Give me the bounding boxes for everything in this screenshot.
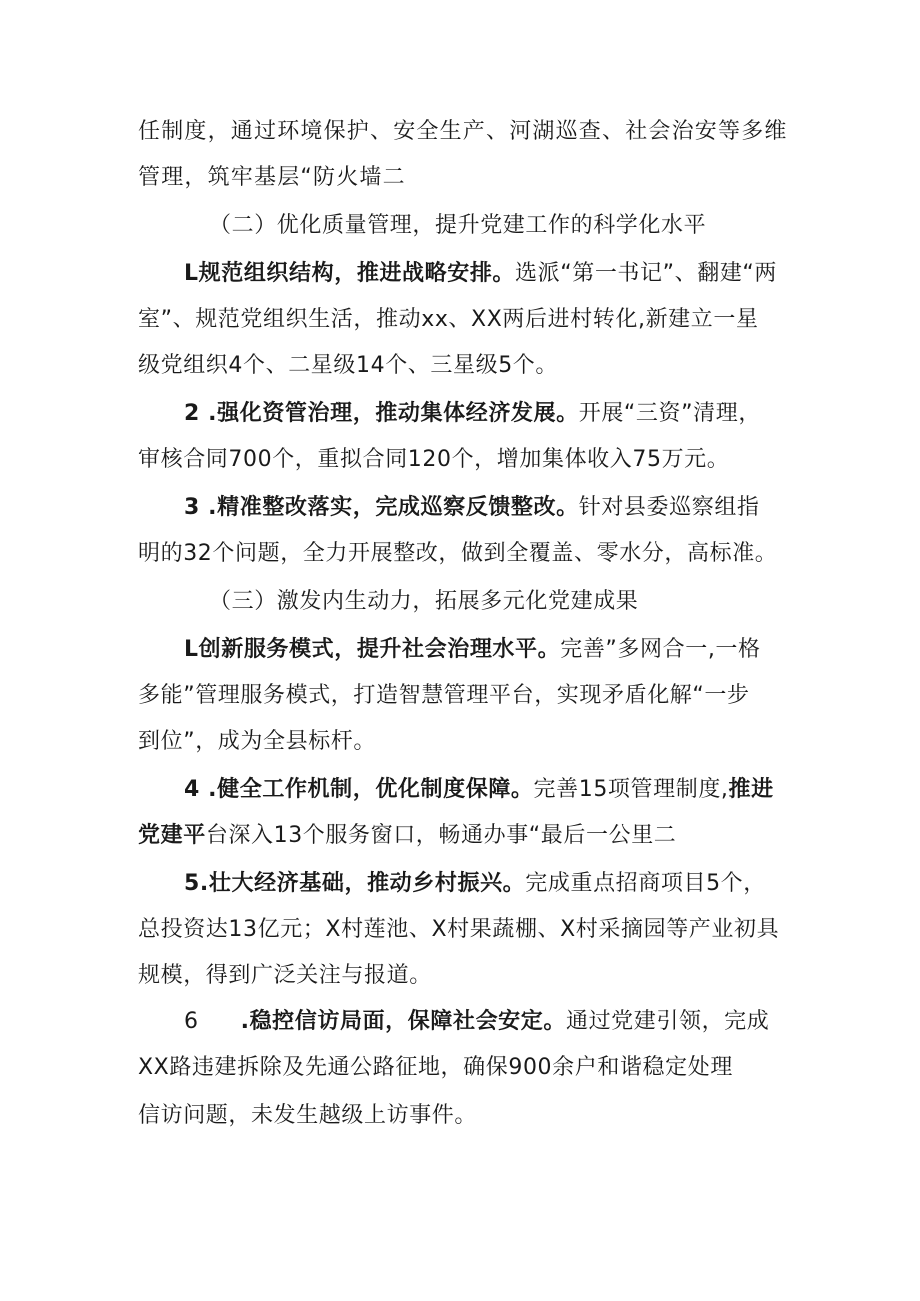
s2-item-3-line-1 — [184, 494, 760, 522]
intro-line-2: 管理，筑牢基层“防火墙二 — [138, 165, 406, 190]
section-2-heading: （二）优化质量管理，提升党建工作的科学化水平 — [209, 213, 707, 238]
s3-item-5-text: 完成重点招商项目5个， — [525, 871, 766, 896]
s2-item-2-line-1 — [184, 400, 761, 428]
s2-item-2-title: 2 .强化资管治理，推动集体经济发展。 — [184, 401, 579, 426]
s3-item-6-line-1 — [184, 1008, 769, 1036]
s3-item-6-number: 6 — [184, 1009, 199, 1034]
s3-item-5-title: 5.壮大经济基础，推动乡村振兴。 — [184, 871, 526, 896]
s2-item-3-line-2: 明的32个问题，全力开展整改，做到全覆盖、零水分，高标准。 — [138, 541, 778, 566]
intro-line-1: 任制度，通过环境保护、安全生产、河湖巡查、社会治安等多维 — [138, 119, 788, 144]
s2-item-1-line-3: 级党组织4个、二星级14个、三星级5个。 — [138, 353, 558, 378]
s3-item-5-line-2: 总投资达13亿元；X村莲池、X村果蔬棚、X村采摘园等产业初具 — [138, 917, 780, 942]
s2-item-2-line-2: 审核合同700个，重拟合同120个，增加集体收入75万元。 — [138, 447, 730, 472]
s2-item-1-line-2: 室”、规范党组织生活，推动xx、XX两后进村转化,新建立一星 — [138, 307, 759, 332]
s3-item-1-line-2: 多能”管理服务模式，打造智慧管理平台，实现矛盾化解“一步 — [138, 683, 750, 708]
s3-item-4-title: 4 .健全工作机制，优化制度保障。 — [184, 777, 534, 802]
s2-item-1-title: L规范组织结构，推进战略安排。 — [184, 261, 516, 286]
s2-item-2-text: 开展“三资”清理， — [578, 401, 761, 426]
s3-item-1-line-3: 到位”，成为全县标杆。 — [138, 729, 376, 754]
s3-item-5-line-3: 规模，得到广泛关注与报道。 — [138, 963, 432, 988]
s3-item-6-title: .稳控信访局面，保障社会安定。 — [240, 1009, 566, 1034]
s3-item-1-line-1 — [184, 636, 761, 664]
s3-item-6-line-2: XX路违建拆除及先通公路征地，确保900余户和谐稳定处理 — [138, 1055, 733, 1080]
s3-item-5-line-1 — [184, 870, 766, 898]
s3-item-6-line-3: 信访问题，未发生越级上访事件。 — [138, 1103, 478, 1128]
s3-item-4-text: 完善15项管理制度, — [533, 777, 729, 802]
s2-item-1-line-1 — [184, 260, 777, 288]
s2-item-3-title: 3 .精准整改落实，完成巡察反馈整改。 — [184, 495, 579, 520]
section-3-heading: （三）激发内生动力，拓展多元化党建成果 — [209, 589, 639, 614]
s3-item-1-text: 完善”多网合一,一格 — [560, 637, 761, 662]
s3-item-4-line-2-text: 台深入13个服务窗口，畅通办事“最后一公里二 — [205, 823, 677, 848]
s3-item-4-line-2-bold: 党建平 — [138, 823, 206, 848]
s3-item-4-line-2 — [138, 822, 676, 850]
s3-item-4-bold-tail: 推进 — [728, 777, 774, 802]
s3-item-4-line-1 — [184, 776, 774, 804]
s3-item-1-title: L创新服务模式，提升社会治理水平。 — [184, 637, 561, 662]
s3-item-6-text: 通过党建引领，完成 — [565, 1009, 770, 1034]
s2-item-1-text: 选派“第一书记”、翻建“两 — [515, 261, 778, 286]
s2-item-3-text: 针对县委巡察组指 — [578, 495, 760, 520]
